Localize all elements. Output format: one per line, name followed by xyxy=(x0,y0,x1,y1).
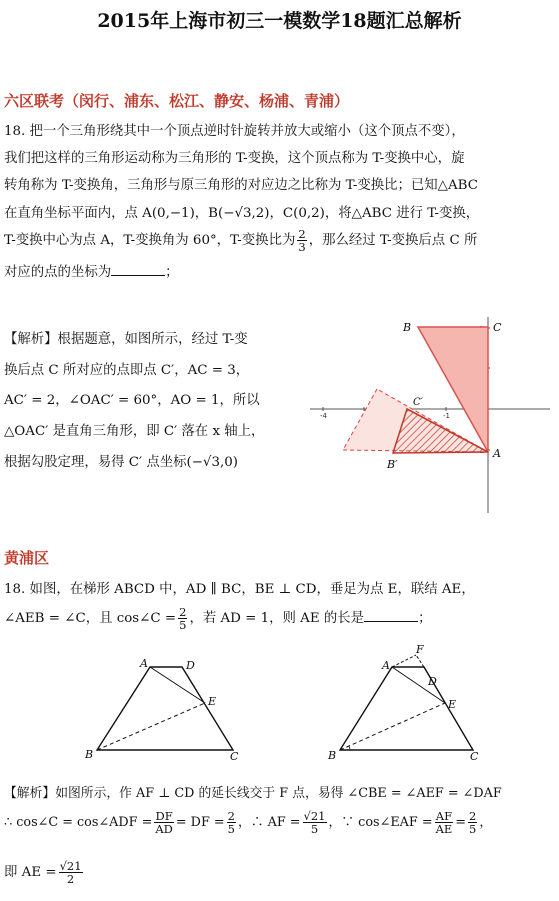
point-label-c: C xyxy=(230,750,239,763)
section-header-huangpu: 黄浦区 xyxy=(4,549,50,567)
sol2-line-1: 【解析】如图所示，作 AF ⊥ CD 的延长线交于 F 点，易得 ∠CBE = ∠AEF = ∠DAF xyxy=(4,786,502,801)
q1-line-5: T-变换中心为点 A，T-变换角为 60°，T-变换比为 $\frac{2}{3}$ ，那么经过 T-变换后点 C 所 xyxy=(4,227,478,254)
q1-line-2: 我们把这样的三角形运动称为三角形的 T-变换，这个顶点称为 T-变换中心，旋 xyxy=(4,151,465,166)
trapezoid-figure-left xyxy=(80,655,250,765)
point-label-e: E xyxy=(208,695,217,708)
point-label-a: A xyxy=(493,447,501,460)
answer-blank xyxy=(111,263,165,276)
segment-be xyxy=(97,703,205,750)
point-label-f: F xyxy=(416,645,424,656)
point-label-e: E xyxy=(448,698,457,711)
point-label-a: A xyxy=(140,657,148,670)
answer-blank xyxy=(364,609,418,622)
q1-line-3: 转角称为 T-变换角，三角形与原三角形的对应边之比称为 T-变换比；已知△ABC xyxy=(4,178,478,193)
point-label-d: D xyxy=(428,675,437,688)
segment-be xyxy=(340,703,445,750)
sol1-line-2: 换后点 C 所对应的点即点 C′，AC = 3， xyxy=(4,363,250,378)
q2-line-2: ∠AEB = ∠C，且 cos∠C = $\frac{2}{5}$ ，若 AD = 1，则 AE 的长是 ； xyxy=(4,605,432,632)
sol2-line-3: 即 AE = $\frac{√21}{2}$ xyxy=(4,859,82,886)
point-label-b: B xyxy=(403,321,412,334)
point-label-b: B xyxy=(328,749,337,762)
trapezoid-abcd xyxy=(97,667,233,750)
q1-line-4: 在直角坐标平面内，点 A(0,−1)，B(−√3,2)，C(0,2)，将△ABC 进行 T-变换， xyxy=(4,206,480,221)
q1-line-1: 18. 把一个三角形绕其中一个顶点逆时针旋转并放大或缩小（这个顶点不变）， xyxy=(4,124,465,139)
sol1-line-3: AC′ = 2，∠OAC′ = 60°，AO = 1，所以 xyxy=(4,393,260,408)
sol1-line-4: △OAC′ 是直角三角形，即 C′ 落在 x 轴上， xyxy=(4,424,265,439)
fraction-ratio: $\frac{2}{3}$ xyxy=(298,227,306,254)
point-label-c: C xyxy=(493,321,502,334)
t-transform-figure xyxy=(305,315,555,515)
point-label-c-prime: C′ xyxy=(413,397,423,408)
x-tick-label: -1 xyxy=(443,412,450,420)
sol2-line-2: ∴ cos∠C = cos∠ADF = $\frac{DF}{AD}$ = DF = $\frac{2}{5}$ ，∴ AF = $\frac{√21}{5}$ ，∵ cos∠EAF = $\frac{AF}{AE}$ = $\frac{2}{5}$ ， xyxy=(4,809,493,836)
sol1-line-5: 根据勾股定理，易得 C′ 点坐标(−√3,0) xyxy=(4,455,238,470)
segment-ae xyxy=(150,667,205,703)
point-label-b-prime: B′ xyxy=(387,458,398,471)
q1-line-6: 对应的点的坐标为 ； xyxy=(4,265,179,280)
point-label-d: D xyxy=(186,659,195,672)
segment-ae xyxy=(392,667,445,703)
trapezoid-figure-right xyxy=(320,645,490,765)
extension-cd xyxy=(416,655,424,667)
fraction-cos: $\frac{2}{5}$ xyxy=(179,605,187,632)
page-title: 2015年上海市初三一模数学18题汇总解析 xyxy=(97,10,462,32)
q2-line-1: 18. 如图，在梯形 ABCD 中，AD ∥ BC，BE ⊥ CD，垂足为点 E，联结 AE， xyxy=(4,582,475,597)
point-label-a: A xyxy=(382,659,390,672)
segment-af xyxy=(392,655,416,667)
point-label-c: C xyxy=(470,750,479,763)
x-tick-label: -4 xyxy=(320,412,327,420)
sol1-line-1: 【解析】根据题意，如图所示，经过 T-变 xyxy=(4,332,248,347)
section-header-liuqu: 六区联考（闵行、浦东、松江、静安、杨浦、青浦） xyxy=(4,92,350,110)
point-label-b: B xyxy=(85,748,94,761)
